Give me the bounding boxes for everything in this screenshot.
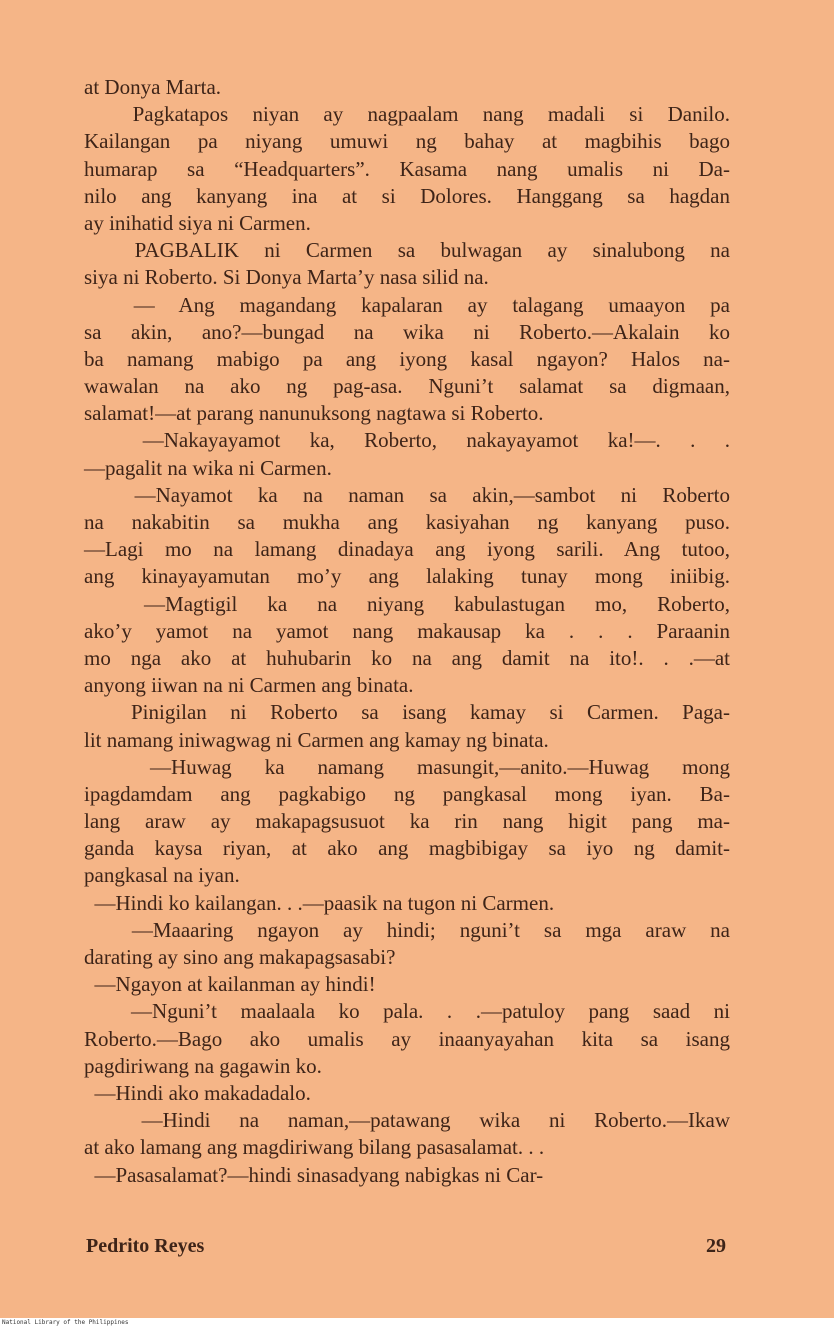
text-line: ba namang mabigo pa ang iyong kasal ngayon? Halos na- bbox=[84, 346, 730, 371]
text-line: Kailangan pa niyang umuwi ng bahay at magbihis bago bbox=[84, 129, 730, 154]
text-line: —Lagi mo na lamang dinadaya ang iyong sarili. Ang tutoo, bbox=[84, 537, 730, 562]
text-line: ang kinayayamutan mo’y ang lalaking tunay mong iniibig. bbox=[84, 564, 730, 589]
text-line: sa akin, ano?—bungad na wika ni Roberto.—Akalain ko bbox=[84, 319, 730, 344]
text-line: —Hindi ako makadadalo. bbox=[84, 1080, 311, 1105]
text-line: lit namang iniwagwag ni Carmen ang kamay ng binata. bbox=[84, 727, 549, 752]
text-line: ganda kaysa riyan, at ako ang magbibigay sa iyo ng damit- bbox=[84, 836, 730, 861]
archive-strip bbox=[0, 1318, 834, 1328]
text-line: at ako lamang ang magdiriwang bilang pasasalamat. . . bbox=[84, 1135, 545, 1160]
text-line: ay inihatid siya ni Carmen. bbox=[84, 210, 311, 235]
text-line: humarap sa “Headquarters”. Kasama nang umalis ni Da- bbox=[84, 156, 730, 181]
text-line: siya ni Roberto. Si Donya Marta’y nasa silid na. bbox=[84, 265, 489, 290]
text-line: —Pasasalamat?—hindi sinasadyang nabigkas ni Car- bbox=[84, 1162, 544, 1187]
text-line: pagdiriwang na gagawin ko. bbox=[84, 1053, 322, 1078]
text-line: —Huwag ka namang masungit,—anito.—Huwag mong bbox=[84, 754, 730, 779]
text-line: — Ang magandang kapalaran ay talagang umaayon pa bbox=[84, 292, 730, 317]
text-line: pangkasal na iyan. bbox=[84, 863, 240, 888]
text-line: ipagdamdam ang pagkabigo ng pangkasal mong iyan. Ba- bbox=[84, 781, 730, 806]
text-line: —Nakayayamot ka, Roberto, nakayayamot ka!—. . . bbox=[84, 428, 730, 453]
text-line: —Nayamot ka na naman sa akin,—sambot ni Roberto bbox=[84, 482, 730, 507]
text-line: anyong iiwan na ni Carmen ang binata. bbox=[84, 673, 414, 698]
text-line: Roberto.—Bago ako umalis ay inaanyayahan kita sa isang bbox=[84, 1026, 730, 1051]
text-line: —Maaaring ngayon ay hindi; nguni’t sa mga araw na bbox=[84, 917, 730, 942]
text-line: ako’y yamot na yamot nang makausap ka . . . Paraanin bbox=[84, 618, 730, 643]
text-line: PAGBALIK ni Carmen sa bulwagan ay sinalubong na bbox=[84, 238, 730, 263]
text-line: —Magtigil ka na niyang kabulastugan mo, Roberto, bbox=[84, 591, 730, 616]
page-body-text bbox=[84, 74, 730, 1189]
page-number: 29 bbox=[706, 1235, 726, 1257]
text-line: lang araw ay makapagsusuot ka rin nang higit pang ma- bbox=[84, 809, 730, 834]
text-line: —Hindi na naman,—patawang wika ni Roberto.—Ikaw bbox=[84, 1108, 730, 1133]
text-line: Pagkatapos niyan ay nagpaalam nang madali si Danilo. bbox=[84, 102, 730, 127]
text-line: wawalan na ako ng pag-asa. Nguni’t salamat sa digmaan, bbox=[84, 374, 730, 399]
text-line: na nakabitin sa mukha ang kasiyahan ng kanyang puso. bbox=[84, 510, 730, 534]
text-line: —Ngayon at kailanman ay hindi! bbox=[84, 972, 376, 997]
text-line: nilo ang kanyang ina at si Dolores. Hanggang sa hagdan bbox=[84, 183, 730, 208]
text-line: salamat!—at parang nanunuksong nagtawa si Roberto. bbox=[84, 401, 544, 426]
footer-author: Pedrito Reyes bbox=[86, 1235, 205, 1257]
text-line: —Nguni’t maalaala ko pala. . .—patuloy pang saad ni bbox=[84, 999, 730, 1024]
text-line: darating ay sino ang makapagsasabi? bbox=[84, 945, 396, 969]
text-line: —pagalit na wika ni Carmen. bbox=[84, 455, 332, 480]
text-line: —Hindi ko kailangan. . .—paasik na tugon ni Carmen. bbox=[84, 890, 555, 915]
text-line: mo nga ako at huhubarin ko na ang damit na ito!. . .—at bbox=[84, 645, 730, 670]
text-line: at Donya Marta. bbox=[84, 75, 222, 99]
text-line: Pinigilan ni Roberto sa isang kamay si Carmen. Paga- bbox=[84, 700, 730, 725]
archive-watermark: National Library of the Philippines bbox=[2, 1319, 129, 1326]
